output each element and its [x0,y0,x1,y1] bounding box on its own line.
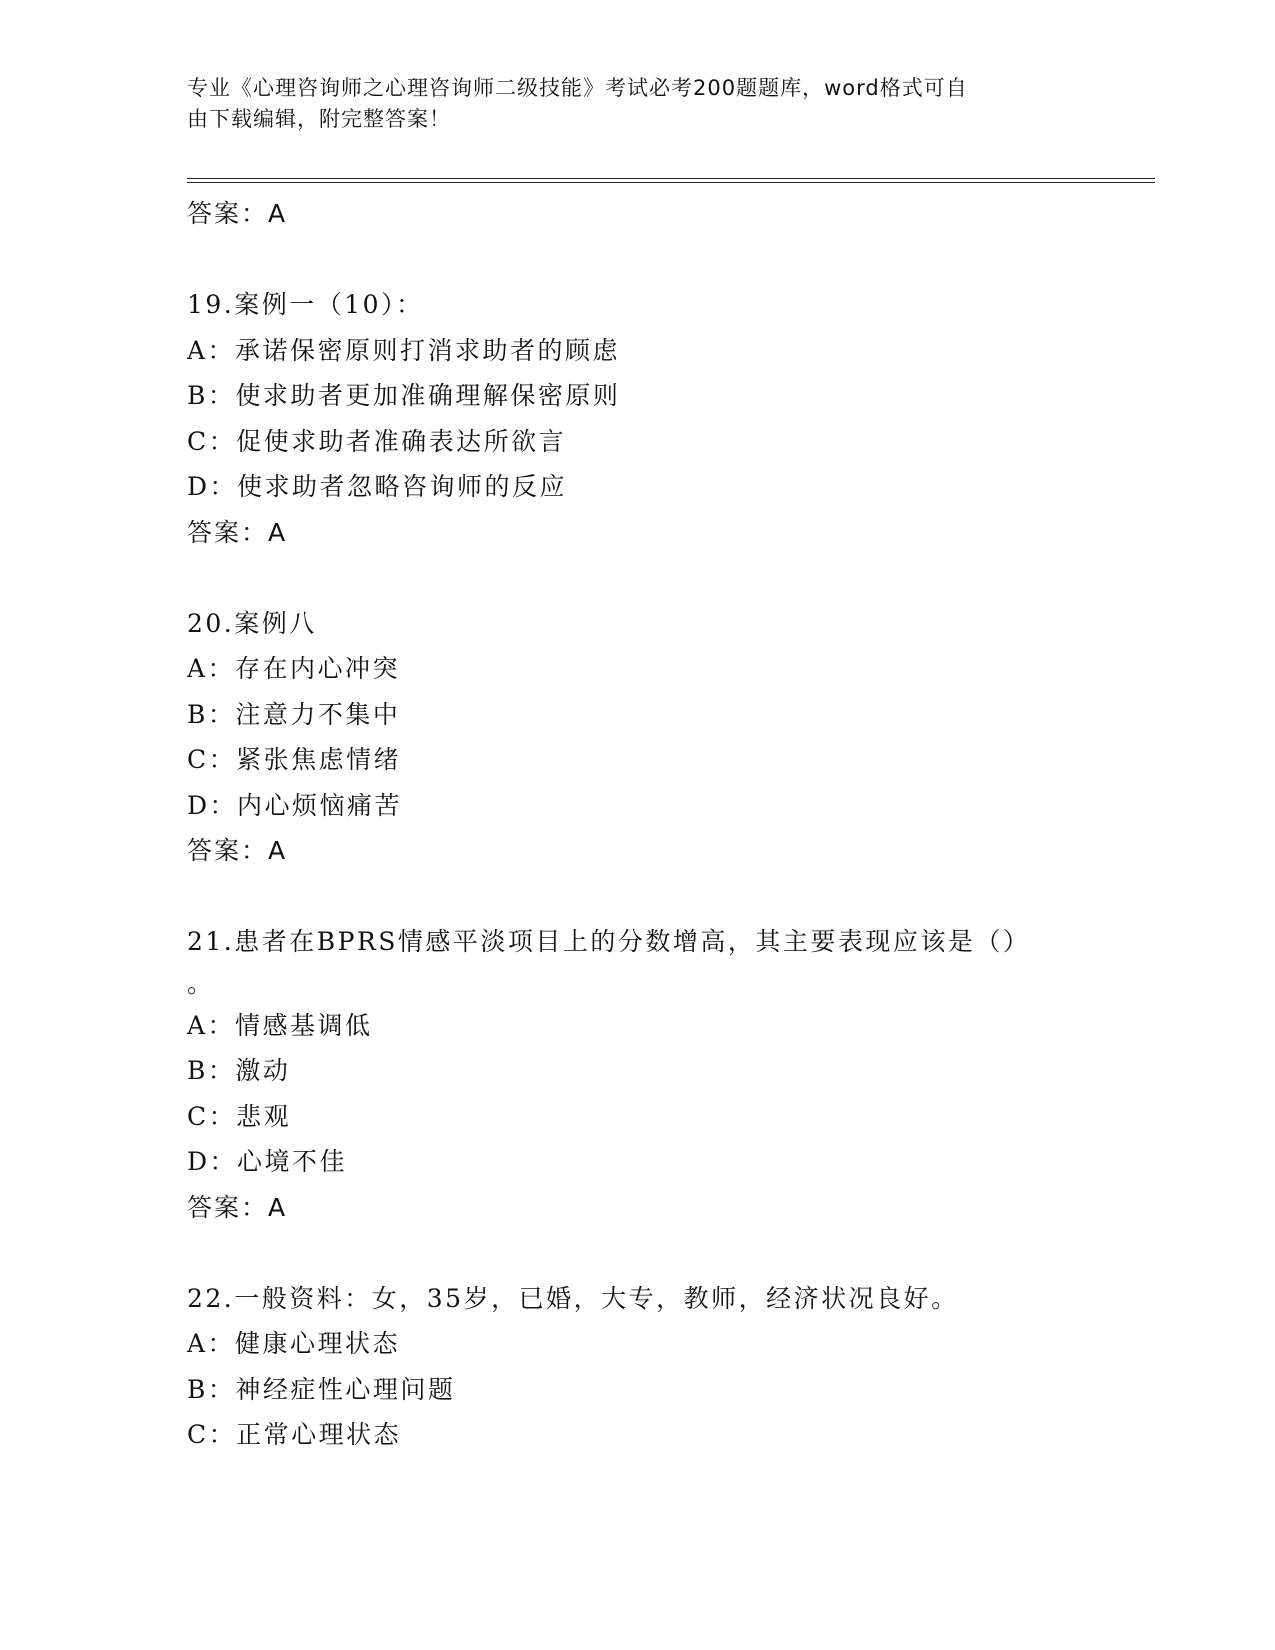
question-stem [187,282,1087,328]
question-22 [187,1276,1087,1458]
spacer [187,555,1087,601]
option-c: C：紧张焦虑情绪 [187,745,402,774]
question-21 [187,919,1087,1230]
spacer [187,237,1087,283]
question-stem [187,919,1087,965]
header-rule [187,178,1155,183]
question-stem [187,1276,1087,1322]
option-a: A：存在内心冲突 [187,654,401,683]
header-line-1: 专业《心理咨询师之心理咨询师二级技能》考试必考200题题库，word格式可自 [187,76,968,100]
option-d: D：使求助者忽略咨询师的反应 [187,472,568,501]
answer: 答案：A [187,1192,288,1222]
answer: 答案：A [187,517,288,547]
spacer [187,874,1087,920]
question-number: 20. [187,608,235,638]
option-c: C：悲观 [187,1101,292,1131]
option-d: D：内心烦恼痛苦 [187,790,403,820]
option-a: A：承诺保密原则打消求助者的顾虑 [187,335,621,365]
option-c: C：促使求助者准确表达所欲言 [187,426,567,456]
option-a: A：健康心理状态 [187,1329,401,1358]
question-stem-continued: 。 [187,968,215,998]
spacer [187,1230,1087,1276]
question-number: 19. [187,290,235,319]
answer-prev: 答案：A [187,199,288,228]
question-stem [187,601,1087,647]
question-text: 一般资料：女，35岁，已婚，大专，教师，经济状况良好。 [234,1283,959,1313]
option-d: D：心境不佳 [187,1147,348,1176]
header-line-2: 由下载编辑，附完整答案！ [187,107,451,131]
question-19 [187,282,1087,555]
question-list [187,191,1087,1458]
option-a: A：情感基调低 [187,1010,373,1040]
question-number: 22. [187,1283,235,1313]
option-b: B：激动 [187,1056,291,1085]
question-number: 21. [187,927,235,956]
answer: 答案：A [187,836,288,865]
option-b: B：注意力不集中 [187,699,401,729]
question-20 [187,601,1087,874]
document-header [187,73,1067,135]
question-text: 案例一（10）： [234,290,424,319]
option-c: C：正常心理状态 [187,1420,402,1449]
option-b: B：使求助者更加准确理解保密原则 [187,381,621,410]
question-text: 患者在BPRS情感平淡项目上的分数增高，其主要表现应该是（） [234,927,1031,956]
option-b: B：神经症性心理问题 [187,1374,456,1404]
question-text: 案例八 [234,608,317,638]
